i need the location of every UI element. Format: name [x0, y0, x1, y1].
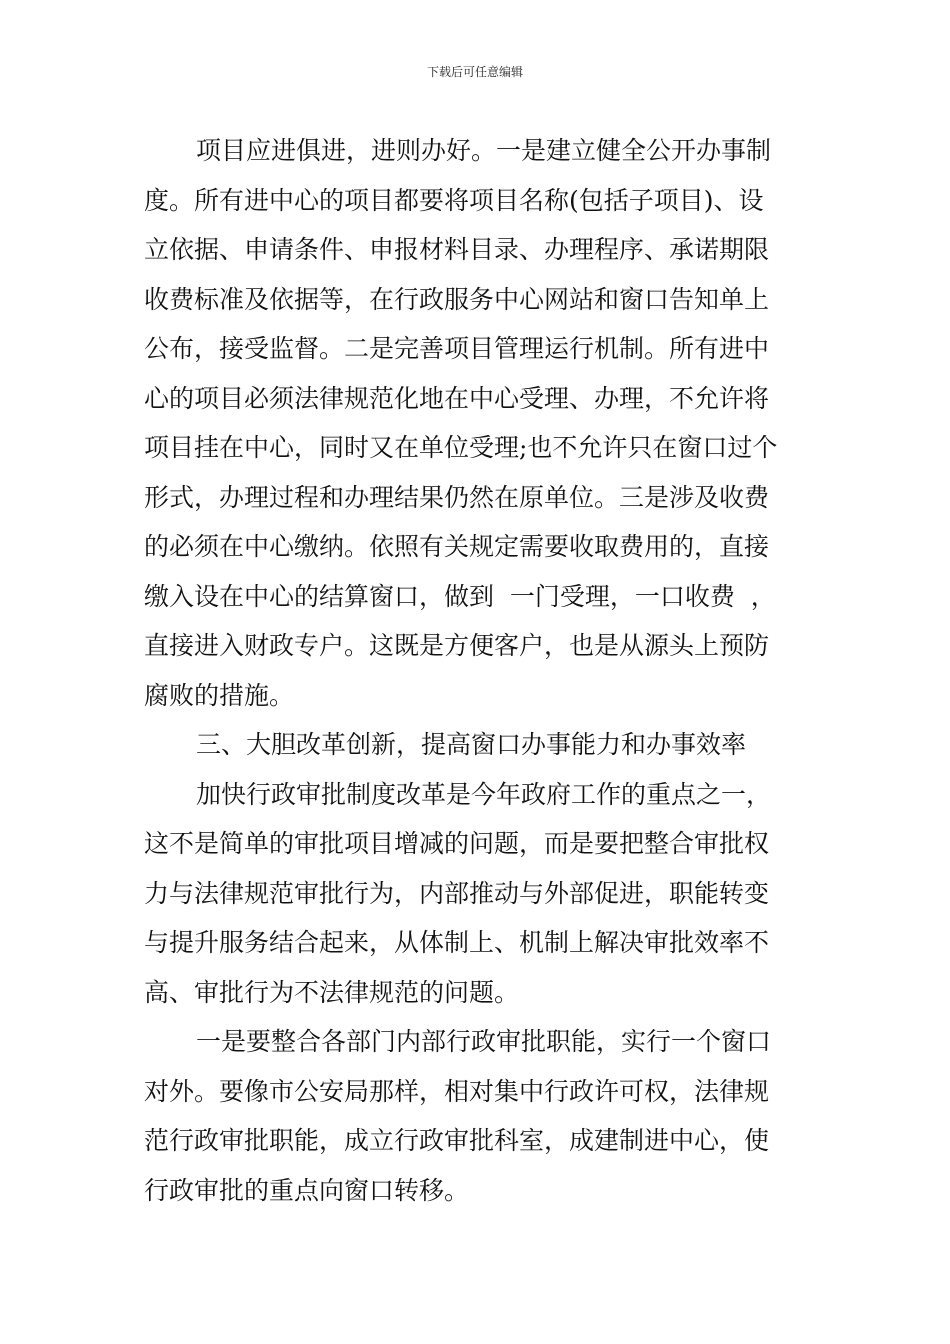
text-line: 项目挂在中心，同时又在单位受理;也不允许只在窗口过个 — [144, 433, 778, 462]
text-line: 这不是简单的审批项目增减的问题，而是要把整合审批权 — [144, 829, 770, 858]
text-line: 直接进入财政专户。这既是方便客户，也是从源头上预防 — [144, 631, 770, 660]
text-line: 心的项目必须法律规范化地在中心受理、办理，不允许将 — [144, 383, 770, 413]
text-line: 度。所有进中心的项目都要将项目名称(包括子项目)、设 — [144, 185, 764, 215]
text-line: 缴入设在中心的结算窗口，做到 一门受理，一口收费 ， — [144, 581, 776, 611]
text-line: 公布，接受监督。二是完善项目管理运行机制。所有进中 — [144, 334, 770, 363]
text-line: 腐败的措施。 — [144, 680, 295, 710]
text-line: 立依据、申请条件、申报材料目录、办理程序、承诺期限 — [144, 235, 770, 264]
text-line: 范行政审批职能，成立行政审批科室，成建制进中心，使 — [144, 1126, 770, 1155]
text-line: 的必须在中心缴纳。依照有关规定需要收取费用的，直接 — [144, 532, 770, 561]
text-line: 高、审批行为不法律规范的问题。 — [144, 977, 520, 1007]
text-line: 与提升服务结合起来，从体制上、机制上解决审批效率不 — [144, 928, 770, 957]
text-line: 力与法律规范审批行为，内部推动与外部促进，职能转变 — [144, 878, 770, 908]
text-line: 项目应进俱进，进则办好。一是建立健全公开办事制 — [196, 136, 772, 165]
section-heading: 三、大胆改革创新，提高窗口办事能力和办事效率 — [196, 730, 747, 759]
document-body — [144, 126, 806, 1215]
text-line: 对外。要像市公安局那样，相对集中行政许可权，法律规 — [144, 1076, 770, 1106]
text-line: 形式，办理过程和办理结果仍然在原单位。三是涉及收费 — [144, 482, 770, 512]
page-header-note: 下载后可任意编辑 — [426, 65, 523, 79]
text-line: 收费标准及依据等，在行政服务中心网站和窗口告知单上 — [144, 284, 770, 314]
text-line: 行政审批的重点向窗口转移。 — [144, 1175, 470, 1205]
text-line: 加快行政审批制度改革是今年政府工作的重点之一， — [196, 779, 772, 809]
text-line: 一是要整合各部门内部行政审批职能，实行一个窗口 — [196, 1027, 772, 1056]
